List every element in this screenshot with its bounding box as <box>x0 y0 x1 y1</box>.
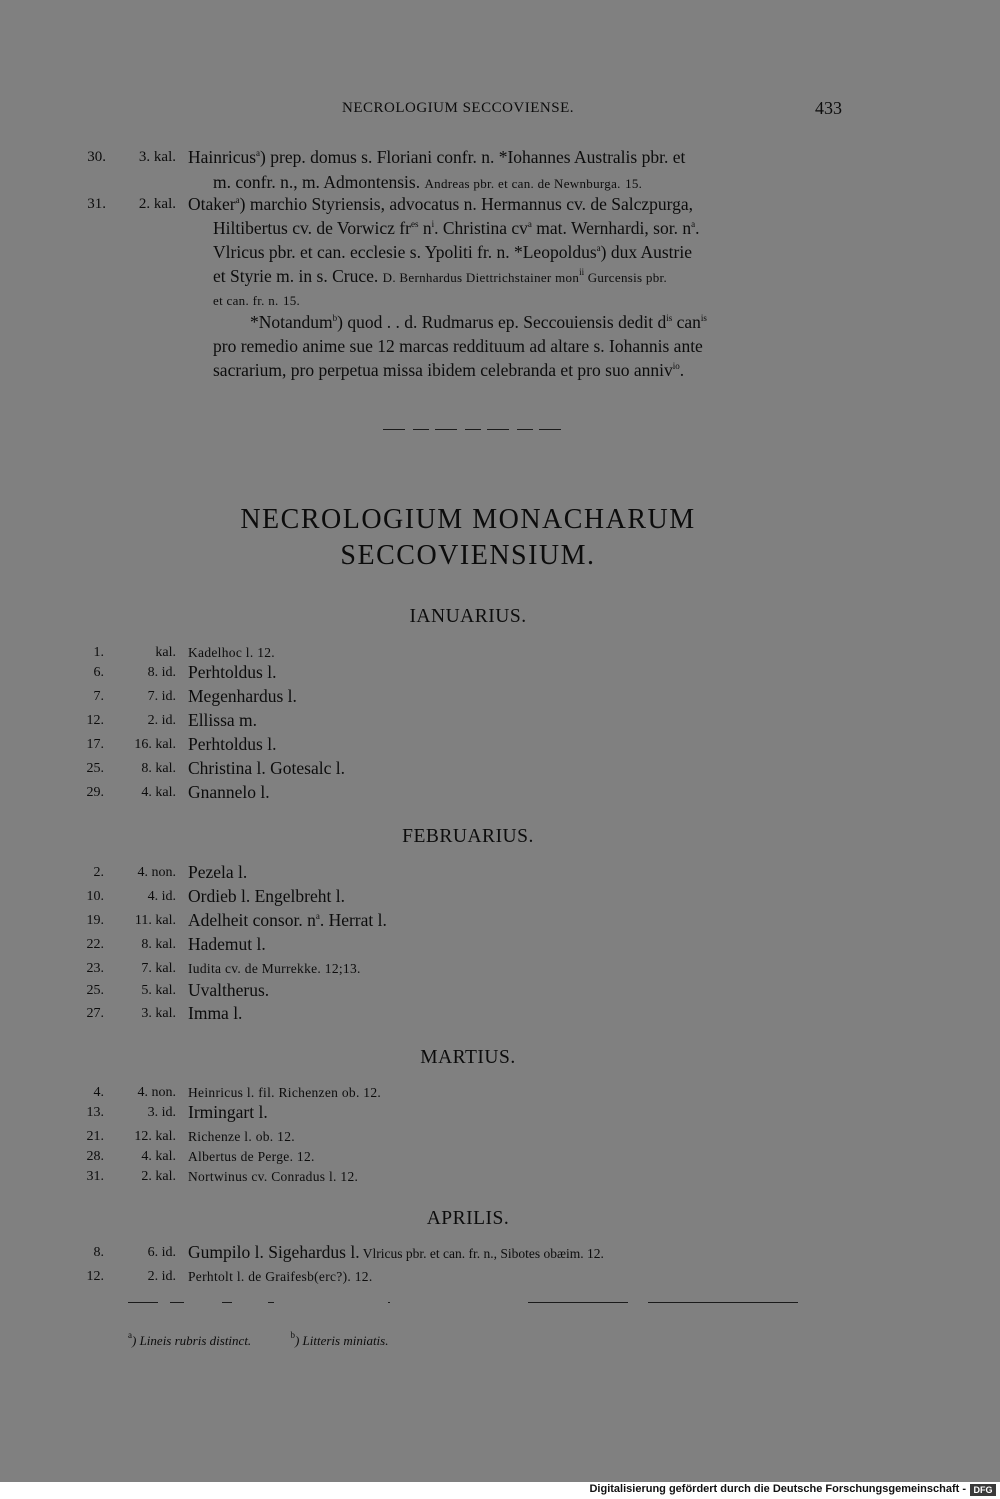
entry-calendar: 3. kal. <box>138 149 176 165</box>
month-entry: 25. 5. kal. Uvaltherus. <box>86 980 270 1000</box>
month-entry: 21. 12. kal. Richenze l. ob. 12. <box>86 1129 295 1144</box>
month-entry: 23. 7. kal. Iudita cv. de Murrekke. 12;13. <box>86 961 361 976</box>
digitization-credit-bar <box>0 1482 1000 1499</box>
month-entry: 28. 4. kal. Albertus de Perge. 12. <box>86 1149 315 1164</box>
page-number: 433 <box>815 98 842 118</box>
section-divider <box>383 429 563 430</box>
digitization-credit: Digitalisierung gefördert durch die Deutsche Forschungsgemeinschaft - <box>589 1483 966 1495</box>
entry-continuation: pro remedio anime sue 12 marcas reddituum ad altare s. Iohannis ante <box>213 336 703 356</box>
entry-calendar: 2. kal. <box>138 196 176 212</box>
month-heading-februarius: FEBRUARIUS. <box>402 826 534 847</box>
month-entry: 22. 8. kal. Hademut l. <box>86 934 266 954</box>
main-title-line-1: NECROLOGIUM MONACHARUM <box>240 504 696 535</box>
month-heading-martius: MARTIUS. <box>420 1047 516 1068</box>
running-title: NECROLOGIUM SECCOVIENSE. <box>342 100 575 116</box>
footnote-b: $^b$) Litteris miniatis. <box>290 1330 389 1348</box>
dfg-logo-icon: DFG <box>970 1484 996 1496</box>
notandum-paragraph: *Notandum$^b$) quod . . d. Rudmarus ep. Seccouiensis dedit $d^{is}$ can$^{is}$ <box>250 312 707 332</box>
month-entry: 6. 8. id. Perhtoldus l. <box>93 662 277 682</box>
entry-continuation: Vlricus pbr. et can. ecclesie s. Ypoliti fr. n. *Leopoldus$^a$) dux Austrie <box>213 242 693 262</box>
month-entry: 27. 3. kal. Imma l. <box>86 1003 243 1023</box>
month-entry: 12. 2. id. Ellissa m. <box>86 710 258 730</box>
entry-text: Hainricus$^a$) prep. domus s. Floriani confr. n. *Iohannes Australis pbr. et <box>188 147 686 167</box>
month-entry: 7. 7. id. Megenhardus l. <box>93 686 297 706</box>
entry-text: Otaker$^a$) marchio Styriensis, advocatus n. Hermannus cv. de Salczpurga, <box>188 194 694 214</box>
month-entry: 8. 6. id. Gumpilo l. Sigehardus l. Vlricus pbr. et can. fr. n., Sibotes obæim. 12. <box>93 1242 604 1262</box>
footnote-a: $^a$) Lineis rubris distinct. <box>128 1330 252 1348</box>
month-heading-ianuarius: IANUARIUS. <box>409 606 527 627</box>
month-heading-aprilis: APRILIS. <box>426 1208 510 1229</box>
month-entry: 25. 8. kal. Christina l. Gotesalc l. <box>86 758 345 778</box>
entry-continuation: et Styrie m. in s. Cruce. D. Bernhardus Diettrichstainer mon$^{ii}$ Gurcensis pbr. <box>213 266 667 286</box>
month-entry: 2. 4. non. Pezela l. <box>93 862 248 882</box>
month-entry: 12. 2. id. Perhtolt l. de Graifesb(erc?). 12. <box>86 1269 373 1284</box>
footnotes <box>128 1330 424 1349</box>
month-entry: 17. 16. kal. Perhtoldus l. <box>86 734 277 754</box>
month-entry: 31. 2. kal. Nortwinus cv. Conradus l. 12. <box>86 1169 359 1184</box>
month-entry: 1. kal. Kadelhoc l. 12. <box>93 645 275 660</box>
main-title-line-2: SECCOVIENSIUM. <box>340 540 596 571</box>
month-entry: 10. 4. id. Ordieb l. Engelbreht l. <box>86 886 345 906</box>
month-entry: 19. 11. kal. Adelheit consor. $n^a$. Herrat l. <box>86 910 387 930</box>
entry-continuation: m. confr. n., m. Admontensis. Andreas pbr. et can. de Newnburga. 15. <box>213 172 643 192</box>
entry-continuation: Hiltibertus cv. de Vorwicz $fr^{es}$ $n^i$. Christina $cv^a$ mat. Wernhardi, sor. $n^a$. <box>213 218 700 238</box>
month-entry: 29. 4. kal. Gnannelo l. <box>86 782 270 802</box>
footnote-rule <box>128 1302 798 1303</box>
running-head <box>0 98 1000 124</box>
entry-continuation: et can. fr. n. 15. <box>213 293 301 308</box>
entry-day: 30. <box>87 149 106 165</box>
entry-day: 31. <box>87 196 106 212</box>
month-entry: 13. 3. id. Irmingart l. <box>86 1102 268 1122</box>
entry-continuation: sacrarium, pro perpetua missa ibidem celebranda et pro suo anniv$^{io}$. <box>213 360 685 380</box>
month-entry: 4. 4. non. Heinricus l. fil. Richenzen ob. 12. <box>93 1085 382 1100</box>
